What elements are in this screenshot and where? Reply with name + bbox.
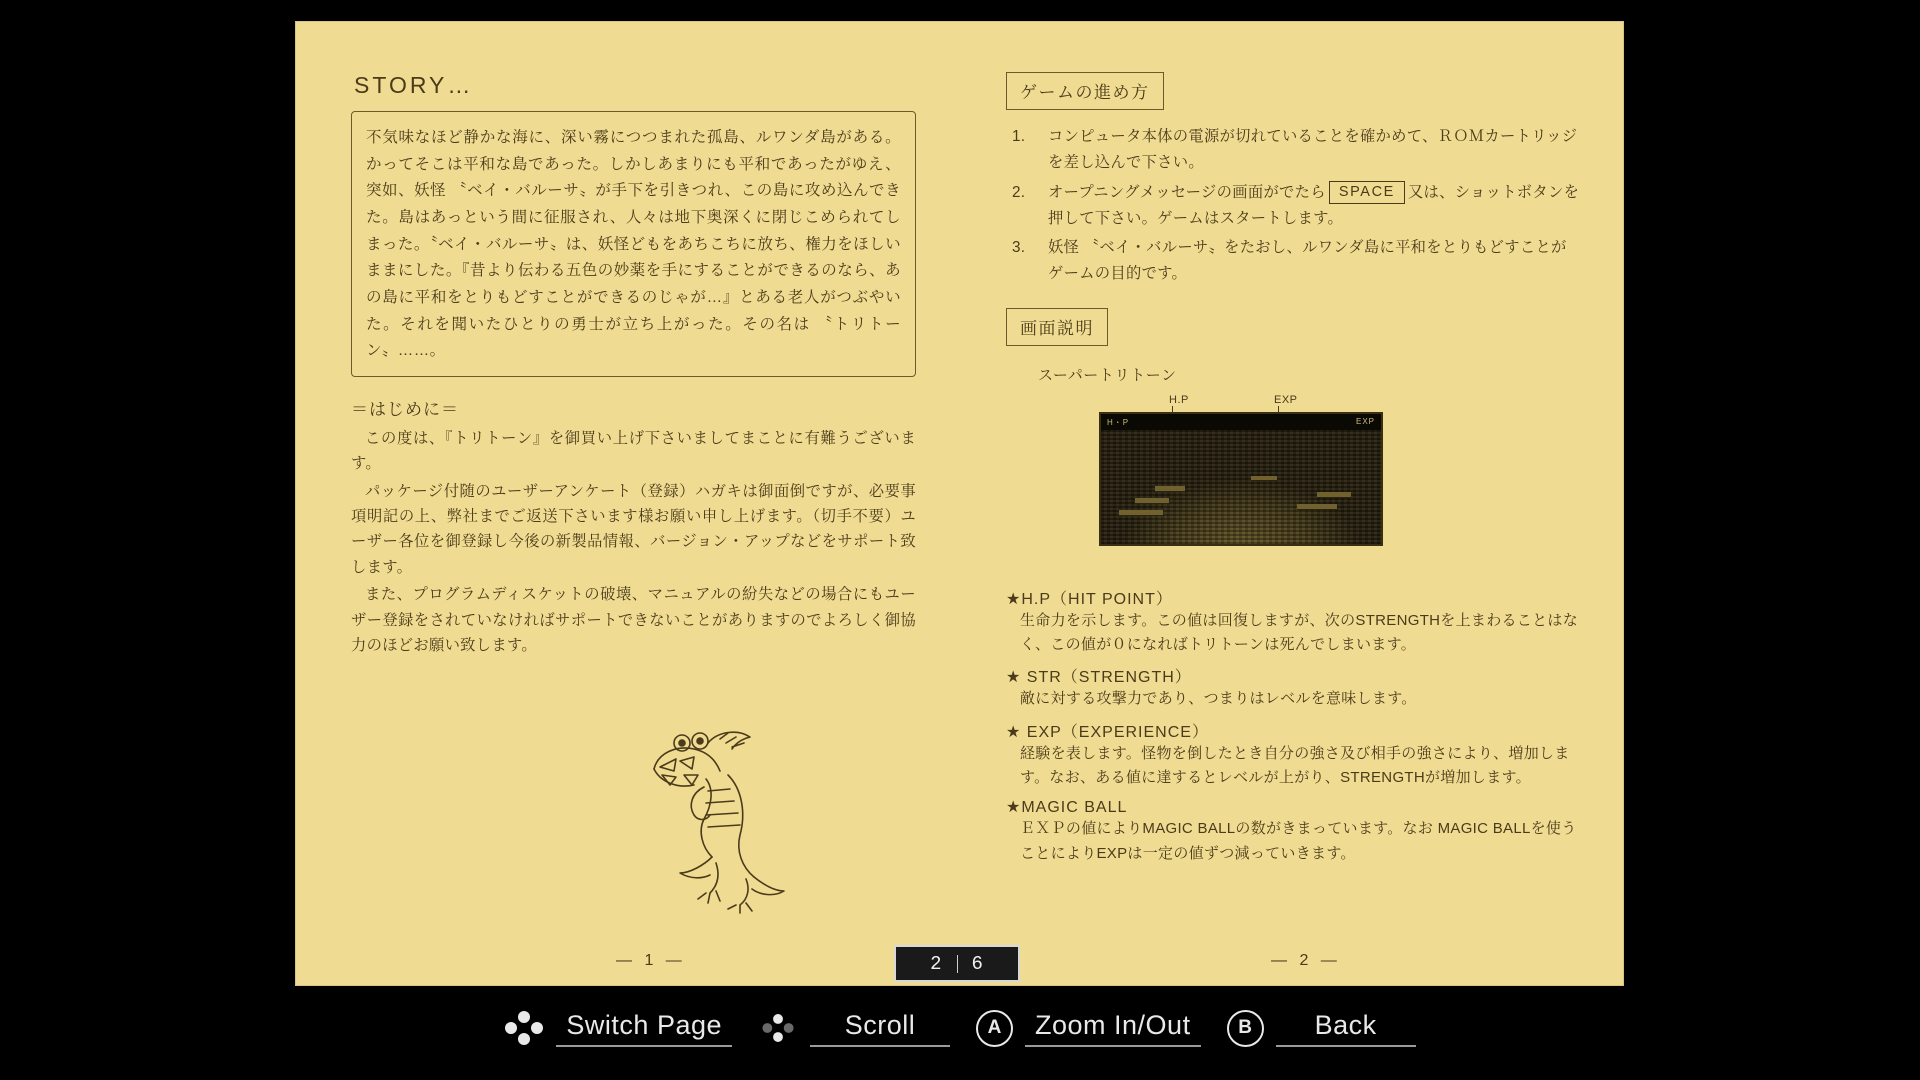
exp-callout-label: EXP — [1274, 393, 1298, 406]
stat-magic-ball-title: ★MAGIC BALL — [1006, 799, 1128, 817]
howto-item-3 — [1006, 235, 1581, 288]
game-screenshot — [1099, 412, 1383, 546]
dpad-up-down-icon — [762, 1014, 795, 1042]
button-a-icon: A — [976, 1010, 1013, 1047]
button-b-icon: B — [1227, 1010, 1264, 1047]
hp-callout-label: H.P — [1169, 393, 1189, 406]
hint-scroll-label: Scroll — [810, 1010, 950, 1047]
screenshot-caption: スーパートリトーン — [1038, 366, 1177, 384]
intro-paragraph-3: また、プログラムディスケットの破壊、マニュアルの紛失などの場合にもユーザー登録をされていなければサポートできないことがありますのでよろしく御協力のほどお願い致します。 — [351, 586, 916, 655]
story-text-box — [351, 111, 916, 377]
howto-item-2-text-after: 又は、ショットボタンを押して下さい。ゲームはスタートします。 — [1048, 183, 1580, 227]
stat-exp-desc: 経験を表します。怪物を倒したとき自分の強さ及び相手の強さにより、増加します。なお、ある値に達するとレベルが上がり、STRENGTHが増加します。 — [1020, 744, 1570, 786]
hint-zoom[interactable] — [976, 1010, 1201, 1047]
howto-item-1 — [1006, 124, 1581, 177]
intro-paragraph-2: パッケージ付随のユーザーアンケート（登録）ハガキは御面倒ですが、必要事項明記の上、弊社までご返送下さいます様お願い申し上げます。（切手不要）ユーザー各位を御登録し今後の新製品情報、バージョン・アップなどをサポート致します。 — [351, 482, 916, 576]
screenshot-ledge — [1155, 486, 1185, 491]
screenshot-ledge — [1135, 498, 1169, 503]
intro-heading: ＝はじめに＝ — [351, 399, 459, 419]
story-title: STORY… — [354, 72, 474, 98]
screen-explanation-heading: 画面説明 — [1006, 308, 1108, 346]
control-hint-bar — [0, 998, 1920, 1058]
stat-magic-ball — [1006, 797, 1581, 866]
hint-back-label: Back — [1276, 1010, 1416, 1047]
hint-switch-page[interactable] — [504, 1010, 732, 1047]
hint-switch-page-label: Switch Page — [556, 1010, 732, 1047]
howto-item-2 — [1006, 180, 1581, 233]
intro-paragraph-1: この度は、『トリトーン』を御買い上げ下さいましてまことに有難うございます。 — [351, 429, 916, 473]
howto-heading: ゲームの進め方 — [1006, 72, 1164, 110]
stat-str-desc: 敵に対する攻撃力であり、つまりはレベルを意味します。 — [1020, 690, 1417, 708]
manual-right-page — [1006, 72, 1581, 866]
space-key-glyph: SPACE — [1329, 181, 1405, 204]
stat-str — [1006, 664, 1581, 711]
stat-hp-desc: 生命力を示します。この値は回復しますが、次のSTRENGTHを上まわることはなく、この値が０になればトリトーンは死んでしまいます。 — [1020, 611, 1579, 654]
stat-exp-title: ★ EXP（EXPERIENCE） — [1006, 723, 1209, 741]
howto-item-1-text: コンピュータ本体の電源が切れていることを確かめて、ＲＯＭカートリッジを差し込んで下さい。 — [1048, 128, 1578, 172]
screenshot-ledge — [1119, 510, 1163, 515]
stat-str-title: ★ STR（STRENGTH） — [1006, 669, 1192, 687]
stat-exp — [1006, 719, 1581, 791]
hint-back[interactable] — [1227, 1010, 1416, 1047]
howto-item-2-text-before: オープニングメッセージの画面がでたら — [1048, 183, 1326, 201]
page-counter — [894, 945, 1020, 982]
left-page-number: — 1 — — [616, 952, 686, 969]
howto-item-2-number: 2. — [1012, 183, 1026, 201]
dpad-left-right-icon — [504, 1011, 544, 1045]
page-counter-separator — [957, 955, 958, 973]
story-paragraph: 不気味なほど静かな海に、深い霧につつまれた孤島、ルワンダ島がある。かってそこは平和な島であった。しかしあまりにも平和であったがゆえ、突如、妖怪 〝ベイ・バルーサ〟が手下を引きつれ、この島に攻め込んできた。島はあっという間に征服され、人々は地下奥深くに閉じこめられてしまった。〝ベイ・バルーサ〟は、妖怪どもをあちこちに放ち、権力をほしいままにした。『昔より伝わる五色の妙薬を手にすることができるのなら、あの島に平和をとりもどすことができるのじゃが…』とある老人がつぶやいた。それを聞いたひとりの勇士が立ち上がった。その名は 〝トリトーン〟……。 — [366, 129, 901, 360]
howto-item-3-text: 妖怪 〝ベイ・バルーサ〟をたおし、ルワンダ島に平和をとりもどすことがゲームの目的です。 — [1048, 239, 1567, 283]
howto-list — [1006, 124, 1581, 288]
hud-hp-label: H・P — [1107, 417, 1130, 427]
hud-exp-label: EXP — [1355, 416, 1375, 426]
stat-hp — [1006, 586, 1581, 658]
howto-item-3-number: 3. — [1012, 239, 1026, 257]
screenshot-ledge — [1317, 492, 1351, 497]
screenshot-figure — [1006, 364, 1581, 579]
hint-zoom-label: Zoom In/Out — [1025, 1010, 1201, 1047]
page-counter-total: 6 — [971, 952, 984, 975]
manual-page-spread[interactable] — [296, 22, 1623, 985]
manual-left-page — [351, 72, 916, 660]
dragon-doodle-icon — [646, 727, 846, 917]
howto-item-1-number: 1. — [1012, 128, 1026, 145]
screenshot-ledge — [1251, 476, 1277, 480]
screenshot-ledge — [1297, 504, 1337, 509]
screenshot-hud — [1101, 414, 1381, 430]
hint-scroll[interactable] — [758, 1010, 950, 1047]
page-counter-current: 2 — [930, 952, 943, 975]
stat-magic-ball-desc: ＥＸＰの値によりMAGIC BALLの数がきまっています。なお MAGIC BALLを使うことによりEXPは一定の値ずつ減っていきます。 — [1020, 820, 1577, 862]
right-page-number: — 2 — — [1271, 952, 1341, 969]
screenshot-texture — [1101, 430, 1381, 544]
stat-hp-title: ★H.P（HIT POINT） — [1006, 590, 1173, 608]
